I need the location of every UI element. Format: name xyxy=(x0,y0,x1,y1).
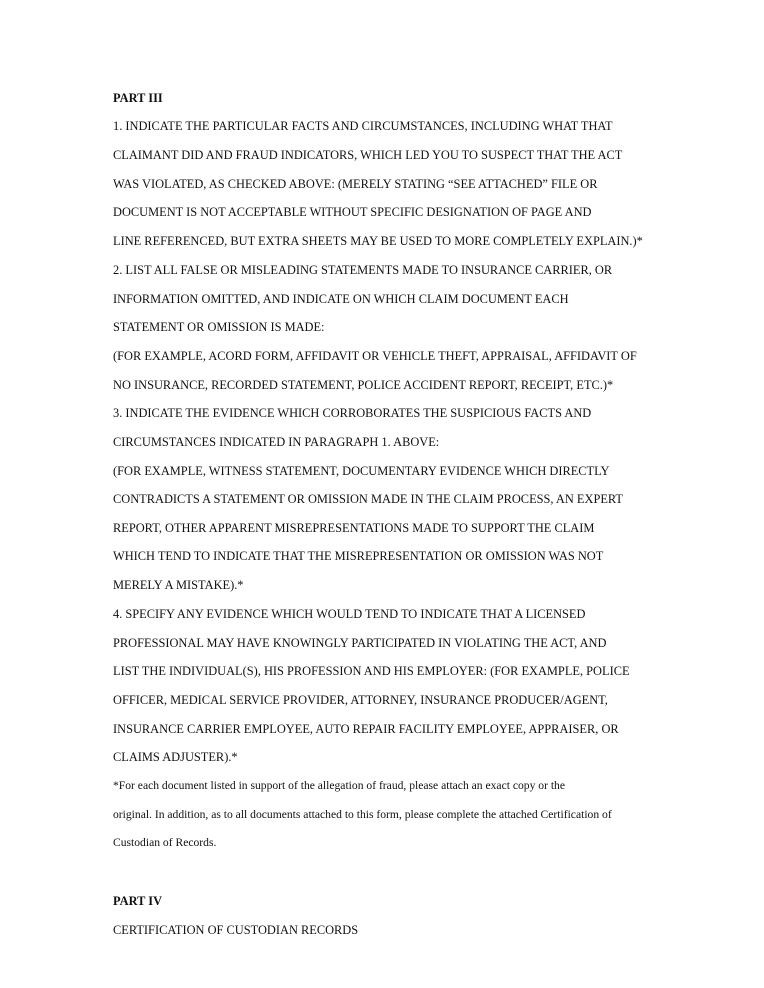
part-iv-subheading: CERTIFICATION OF CUSTODIAN RECORDS xyxy=(113,923,359,937)
footnote-line: *For each document listed in support of the allegation of fraud, please attach an exact copy or the xyxy=(113,779,565,792)
item-1-line: CLAIMANT DID AND FRAUD INDICATORS, WHICH LED YOU TO SUSPECT THAT THE ACT xyxy=(113,148,623,162)
part-iii-heading: PART III xyxy=(113,91,163,105)
item-2-line: STATEMENT OR OMISSION IS MADE: xyxy=(113,320,325,334)
footnote-line: original. In addition, as to all documents attached to this form, please complete the attached Certification of xyxy=(113,808,612,821)
item-3-line: (FOR EXAMPLE, WITNESS STATEMENT, DOCUMENTARY EVIDENCE WHICH DIRECTLY xyxy=(113,464,610,478)
item-1-line: 1. INDICATE THE PARTICULAR FACTS AND CIRCUMSTANCES, INCLUDING WHAT THAT xyxy=(113,119,613,133)
item-4-line: CLAIMS ADJUSTER).* xyxy=(113,750,238,764)
footnote-line: Custodian of Records. xyxy=(113,836,217,849)
item-2-line: 2. LIST ALL FALSE OR MISLEADING STATEMENTS MADE TO INSURANCE CARRIER, OR xyxy=(113,263,613,277)
item-3-line: CONTRADICTS A STATEMENT OR OMISSION MADE IN THE CLAIM PROCESS, AN EXPERT xyxy=(113,492,623,506)
item-4-line: LIST THE INDIVIDUAL(S), HIS PROFESSION AND HIS EMPLOYER: (FOR EXAMPLE, POLICE xyxy=(113,664,630,678)
part-iv-heading: PART IV xyxy=(113,894,163,908)
item-2-line: INFORMATION OMITTED, AND INDICATE ON WHICH CLAIM DOCUMENT EACH xyxy=(113,292,569,306)
item-1-line: LINE REFERENCED, BUT EXTRA SHEETS MAY BE USED TO MORE COMPLETELY EXPLAIN.)* xyxy=(113,234,643,248)
item-3-line: 3. INDICATE THE EVIDENCE WHICH CORROBORATES THE SUSPICIOUS FACTS AND xyxy=(113,406,592,420)
item-1-line: DOCUMENT IS NOT ACCEPTABLE WITHOUT SPECIFIC DESIGNATION OF PAGE AND xyxy=(113,205,592,219)
item-4-line: INSURANCE CARRIER EMPLOYEE, AUTO REPAIR FACILITY EMPLOYEE, APPRAISER, OR xyxy=(113,722,619,736)
item-4-line: PROFESSIONAL MAY HAVE KNOWINGLY PARTICIPATED IN VIOLATING THE ACT, AND xyxy=(113,636,607,650)
item-4-line: 4. SPECIFY ANY EVIDENCE WHICH WOULD TEND TO INDICATE THAT A LICENSED xyxy=(113,607,586,621)
item-3-line: WHICH TEND TO INDICATE THAT THE MISREPRESENTATION OR OMISSION WAS NOT xyxy=(113,549,604,563)
item-3-line: CIRCUMSTANCES INDICATED IN PARAGRAPH 1. ABOVE: xyxy=(113,435,440,449)
item-4-line: OFFICER, MEDICAL SERVICE PROVIDER, ATTORNEY, INSURANCE PRODUCER/AGENT, xyxy=(113,693,608,707)
item-1-line: WAS VIOLATED, AS CHECKED ABOVE: (MERELY STATING “SEE ATTACHED” FILE OR xyxy=(113,177,598,191)
item-2-line: (FOR EXAMPLE, ACORD FORM, AFFIDAVIT OR VEHICLE THEFT, APPRAISAL, AFFIDAVIT OF xyxy=(113,349,637,363)
item-3-line: MERELY A MISTAKE).* xyxy=(113,578,244,592)
item-3-line: REPORT, OTHER APPARENT MISREPRESENTATIONS MADE TO SUPPORT THE CLAIM xyxy=(113,521,595,535)
item-2-line: NO INSURANCE, RECORDED STATEMENT, POLICE ACCIDENT REPORT, RECEIPT, ETC.)* xyxy=(113,378,614,392)
